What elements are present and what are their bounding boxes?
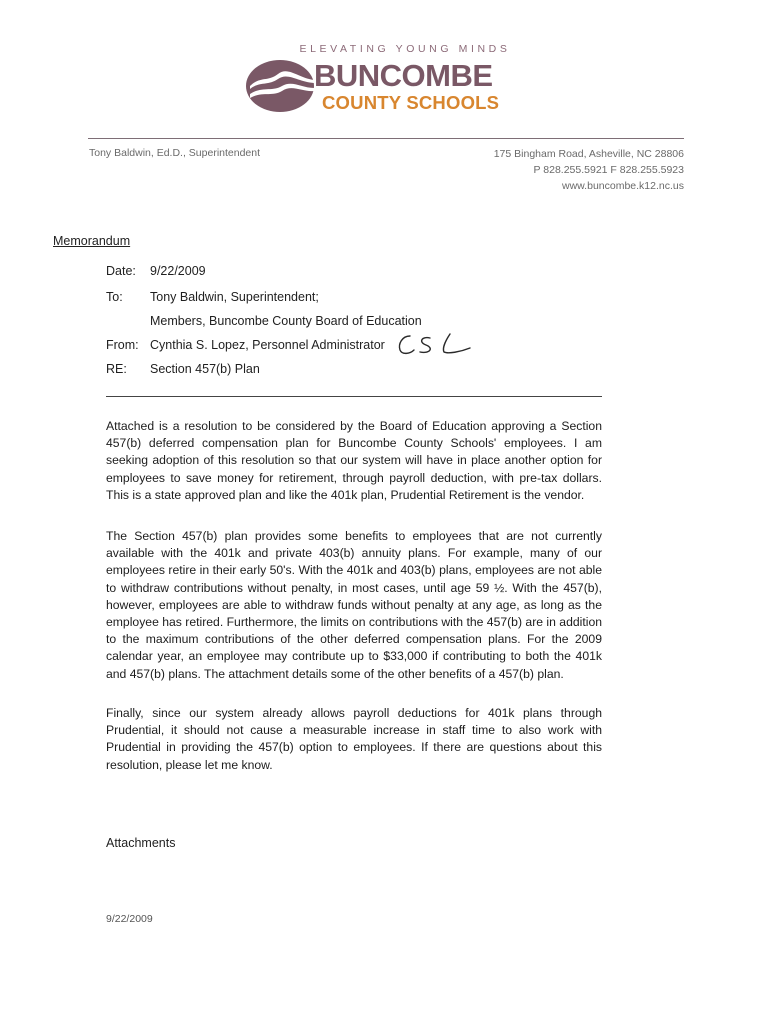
attachments-label: Attachments <box>106 836 176 850</box>
footer-date: 9/22/2009 <box>106 913 153 925</box>
body-paragraph-2: The Section 457(b) plan provides some benefits to employees that are not currently available with the 401k and private 403(b) annuity plans. For example, many of our employees retire in their early 50's. With the 401k and 403(b) plans, employees are not able to withdraw contributions without penalty, in most cases, until age 59 ½. With the 457(b), however, employees are able to withdraw funds without penalty at any age, as long as the employee has retired. Furthermore, the limits on contributions with the 457(b) are in addition to the maximum contributions of the other deferred compensation plans. For the 2009 calendar year, an employee may contribute up to $33,000 if contributing to both the 401k and 457(b) plans. The attachment details some of the other benefits of a 457(b) plan. <box>106 529 602 681</box>
org-name: BUNCOMBE <box>314 58 493 93</box>
to-line-1: Tony Baldwin, Superintendent; <box>150 290 319 304</box>
memo-title: Memorandum <box>53 234 131 248</box>
body-paragraph-1: Attached is a resolution to be considered by the Board of Education approving a Section 457(b) deferred compensation plan for Buncombe County Schools' employees. I am seeking adoption of this resolution so that our system will have in place another option for employees to save money for retirement, through payroll deduction, with pre-tax dollars. This is a state approved plan and like the 401k plan, Prudential Retirement is the vendor. <box>106 419 602 502</box>
website-line: www.buncombe.k12.nc.us <box>562 180 684 192</box>
tagline: ELEVATING YOUNG MINDS <box>299 43 511 55</box>
re-label: RE: <box>106 362 127 376</box>
address-block <box>494 146 684 194</box>
phone-fax-line: P 828.255.5921 F 828.255.5923 <box>533 164 684 176</box>
mountain-logo-icon <box>244 56 320 114</box>
org-subname: COUNTY SCHOOLS <box>322 92 500 113</box>
to-line-2: Members, Buncombe County Board of Education <box>150 314 422 328</box>
to-label: To: <box>106 290 123 304</box>
superintendent-line: Tony Baldwin, Ed.D., Superintendent <box>89 147 261 159</box>
signature-initials <box>396 330 474 358</box>
letterhead-divider <box>88 138 684 139</box>
re-value: Section 457(b) Plan <box>150 362 260 376</box>
date-value: 9/22/2009 <box>150 264 206 278</box>
memo-divider <box>106 396 602 397</box>
from-value: Cynthia S. Lopez, Personnel Administrator <box>150 338 385 352</box>
from-label: From: <box>106 338 139 352</box>
date-label: Date: <box>106 264 136 278</box>
body-paragraph-3: Finally, since our system already allows payroll deductions for 401k plans through Prudential, it should not cause a measurable increase in staff time to also work with Prudential in providing the 457(b) option to employees. If there are questions about this resolution, please let me know. <box>106 706 602 772</box>
address-line: 175 Bingham Road, Asheville, NC 28806 <box>493 148 684 160</box>
